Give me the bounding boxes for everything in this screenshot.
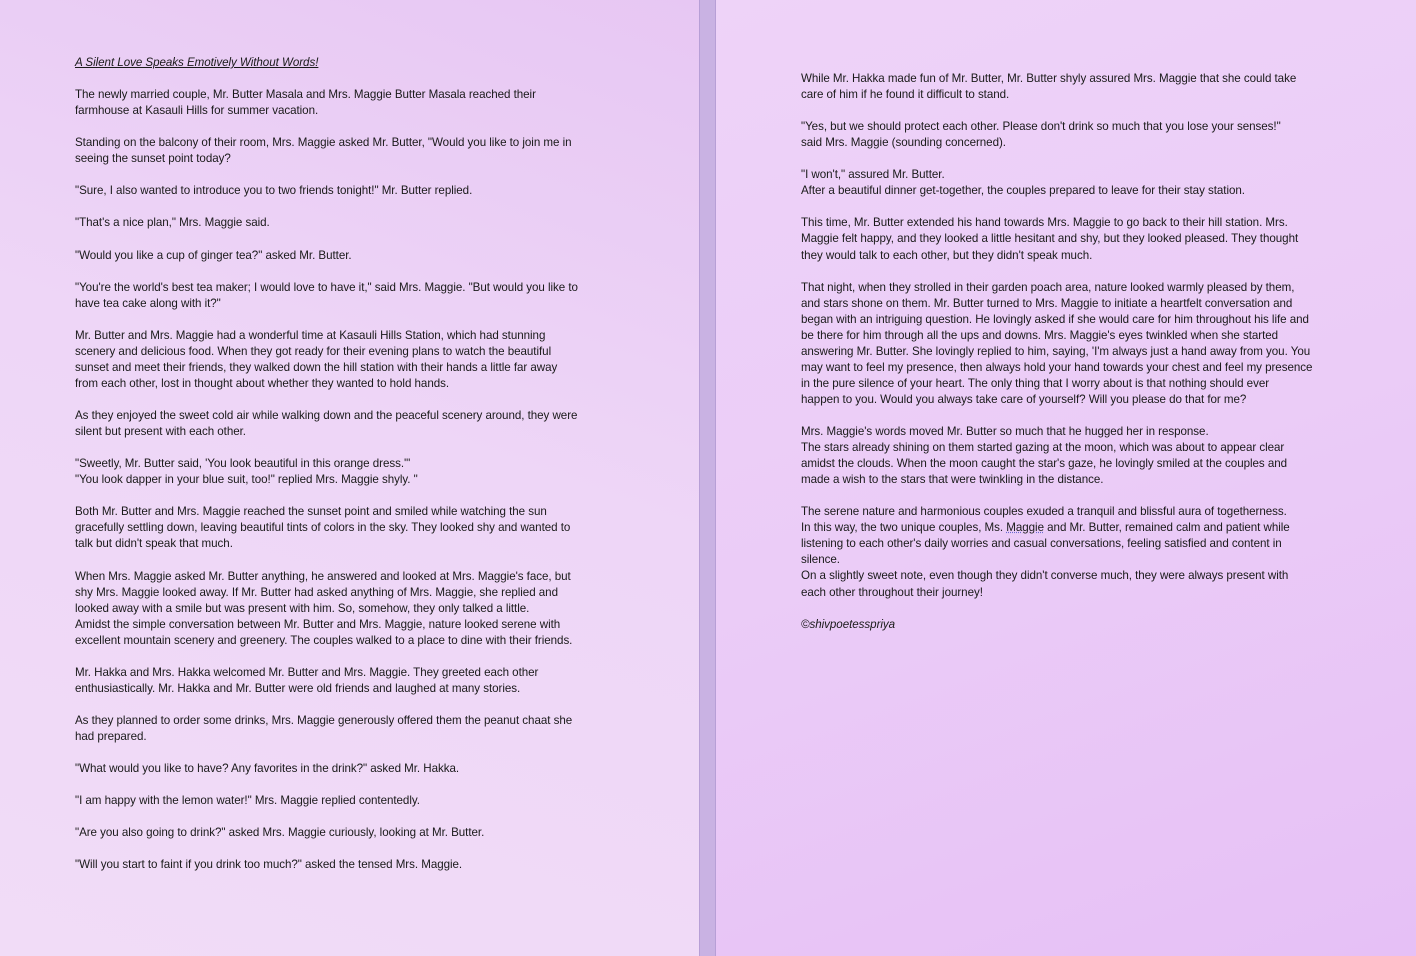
left-paragraph-2: Standing on the balcony of their room, Mrs. Maggie asked Mr. Butter, "Would you like to join me in seeing the sunset point today? [75,136,572,166]
left-page [0,0,699,956]
left-paragraph-4: "That's a nice plan," Mrs. Maggie said. [75,216,270,230]
left-paragraph-10: Both Mr. Butter and Mrs. Maggie reached the sunset point and smiled while watching the sun gracefully settling down, leaving beautiful tints of colors in the sky. They looked shy and wanted to talk but didn't speak that much. [75,505,571,551]
left-paragraph-16: "Are you also going to drink?" asked Mrs. Maggie curiously, looking at Mr. Butter. [75,826,485,840]
left-paragraph-8: As they enjoyed the sweet cold air while walking down and the peaceful scenery around, they were silent but present with each other. [75,409,578,439]
left-paragraph-14: "What would you like to have? Any favorites in the drink?" asked Mr. Hakka. [75,762,460,776]
left-paragraph-6: "You're the world's best tea maker; I would love to have it," said Mrs. Maggie. "But would you like to have tea cake along with it?" [75,280,578,310]
closing-line-2-start: In this way, the two unique couples, Ms. [801,521,1007,535]
closing-line-1: The serene nature and harmonious couples exuded a tranquil and blissful aura of togetherness. [801,505,1287,519]
right-page [716,0,1416,956]
left-paragraph-17: "Will you start to faint if you drink too much?" asked the tensed Mrs. Maggie. [75,858,463,872]
left-paragraph-5: "Would you like a cup of ginger tea?" asked Mr. Butter. [75,248,352,262]
spellcheck-word: Maggie [1006,521,1044,535]
closing-line-2-rest: and Mr. Butter, remained calm and patient while listening to each other's daily worries and casual conversations, feeling satisfied and content in silence. On a slightly sweet note, even though they didn't converse much, they were always present with each other throughout their journey! [801,521,1290,599]
right-paragraph-6: Mrs. Maggie's words moved Mr. Butter so much that he hugged her in response. The stars already shining on them started gazing at the moon, which was about to appear clear amidst the clouds. When the moon caught the star's gaze, he lovingly smiled at the couples and made a wish to the stars that were twinkling in the distance. [801,425,1288,487]
right-paragraph-5: That night, when they strolled in their garden poach area, nature looked warmly pleased by them, and stars shone on them. Mr. Butter turned to Mrs. Maggie to initiate a heartfelt conversation and began with an intriguing question. He lovingly asked if she would care for him throughout his life and be there for him through all the ups and downs. Mrs. Maggie's eyes twinkled when she started answering Mr. Butter. She lovingly replied to him, saying, 'I'm always just a hand away from you. You may want to feel my presence, then always hold your hand towards your chest and feel my presence in the pure silence of your heart. The only thing that I worry about is that nothing should ever happen to you. Would you always take care of yourself? Will you please do that for me? [801,280,1313,406]
right-paragraph-2: "Yes, but we should protect each other. Please don't drink so much that you lose your senses!" said Mrs. Maggie (sounding concerned). [801,120,1281,150]
left-paragraph-15: "I am happy with the lemon water!" Mrs. Maggie replied contentedly. [75,794,420,808]
right-paragraph-3: "I won't," assured Mr. Butter. After a beautiful dinner get-together, the couples prepared to leave for their stay station. [801,168,1245,198]
left-paragraph-3: "Sure, I also wanted to introduce you to two friends tonight!" Mr. Butter replied. [75,184,473,198]
right-page-text [801,71,1346,649]
closing-paragraph [801,504,1346,600]
left-paragraph-9: "Sweetly, Mr. Butter said, 'You look beautiful in this orange dress.'" "You look dapper in your blue suit, too!" replied Mrs. Maggie shyly. " [75,457,418,487]
right-paragraph-1: While Mr. Hakka made fun of Mr. Butter, Mr. Butter shyly assured Mrs. Maggie that she could take care of him if he found it difficult to stand. [801,72,1297,102]
right-paragraph-4: This time, Mr. Butter extended his hand towards Mrs. Maggie to go back to their hill station. Mrs. Maggie felt happy, and they looked a little hesitant and shy, but they looked pleased. They thought they would talk to each other, but they didn't speak much. [801,216,1299,262]
page-gutter [699,0,716,956]
left-paragraph-1: The newly married couple, Mr. Butter Masala and Mrs. Maggie Butter Masala reached their farmhouse at Kasauli Hills for summer vacation. [75,88,536,118]
left-paragraph-11: When Mrs. Maggie asked Mr. Butter anything, he answered and looked at Mrs. Maggie's face, but shy Mrs. Maggie looked away. If Mr. Butter had asked anything of Mrs. Maggie, she replied and looked away with a smile but was present with him. So, somehow, they only talked a little. Amidst the simple conversation between Mr. Butter and Mrs. Maggie, nature looked serene with excellent mountain scenery and greenery. The couples walked to a place to dine with their friends. [75,569,573,647]
author-signature: ©shivpoetesspriya [801,617,896,631]
left-page-text [75,55,620,889]
left-paragraph-7: Mr. Butter and Mrs. Maggie had a wonderful time at Kasauli Hills Station, which had stunning scenery and delicious food. When they got ready for their evening plans to watch the beautiful sunset and meet their friends, they walked down the hill station with their hands a little far away from each other, lost in thought about whether they wanted to hold hands. [75,328,558,390]
left-paragraph-12: Mr. Hakka and Mrs. Hakka welcomed Mr. Butter and Mrs. Maggie. They greeted each other enthusiastically. Mr. Hakka and Mr. Butter were old friends and laughed at many stories. [75,665,539,695]
story-title: A Silent Love Speaks Emotively Without Words! [75,56,319,69]
left-paragraph-13: As they planned to order some drinks, Mrs. Maggie generously offered them the peanut chaat she had prepared. [75,713,573,743]
